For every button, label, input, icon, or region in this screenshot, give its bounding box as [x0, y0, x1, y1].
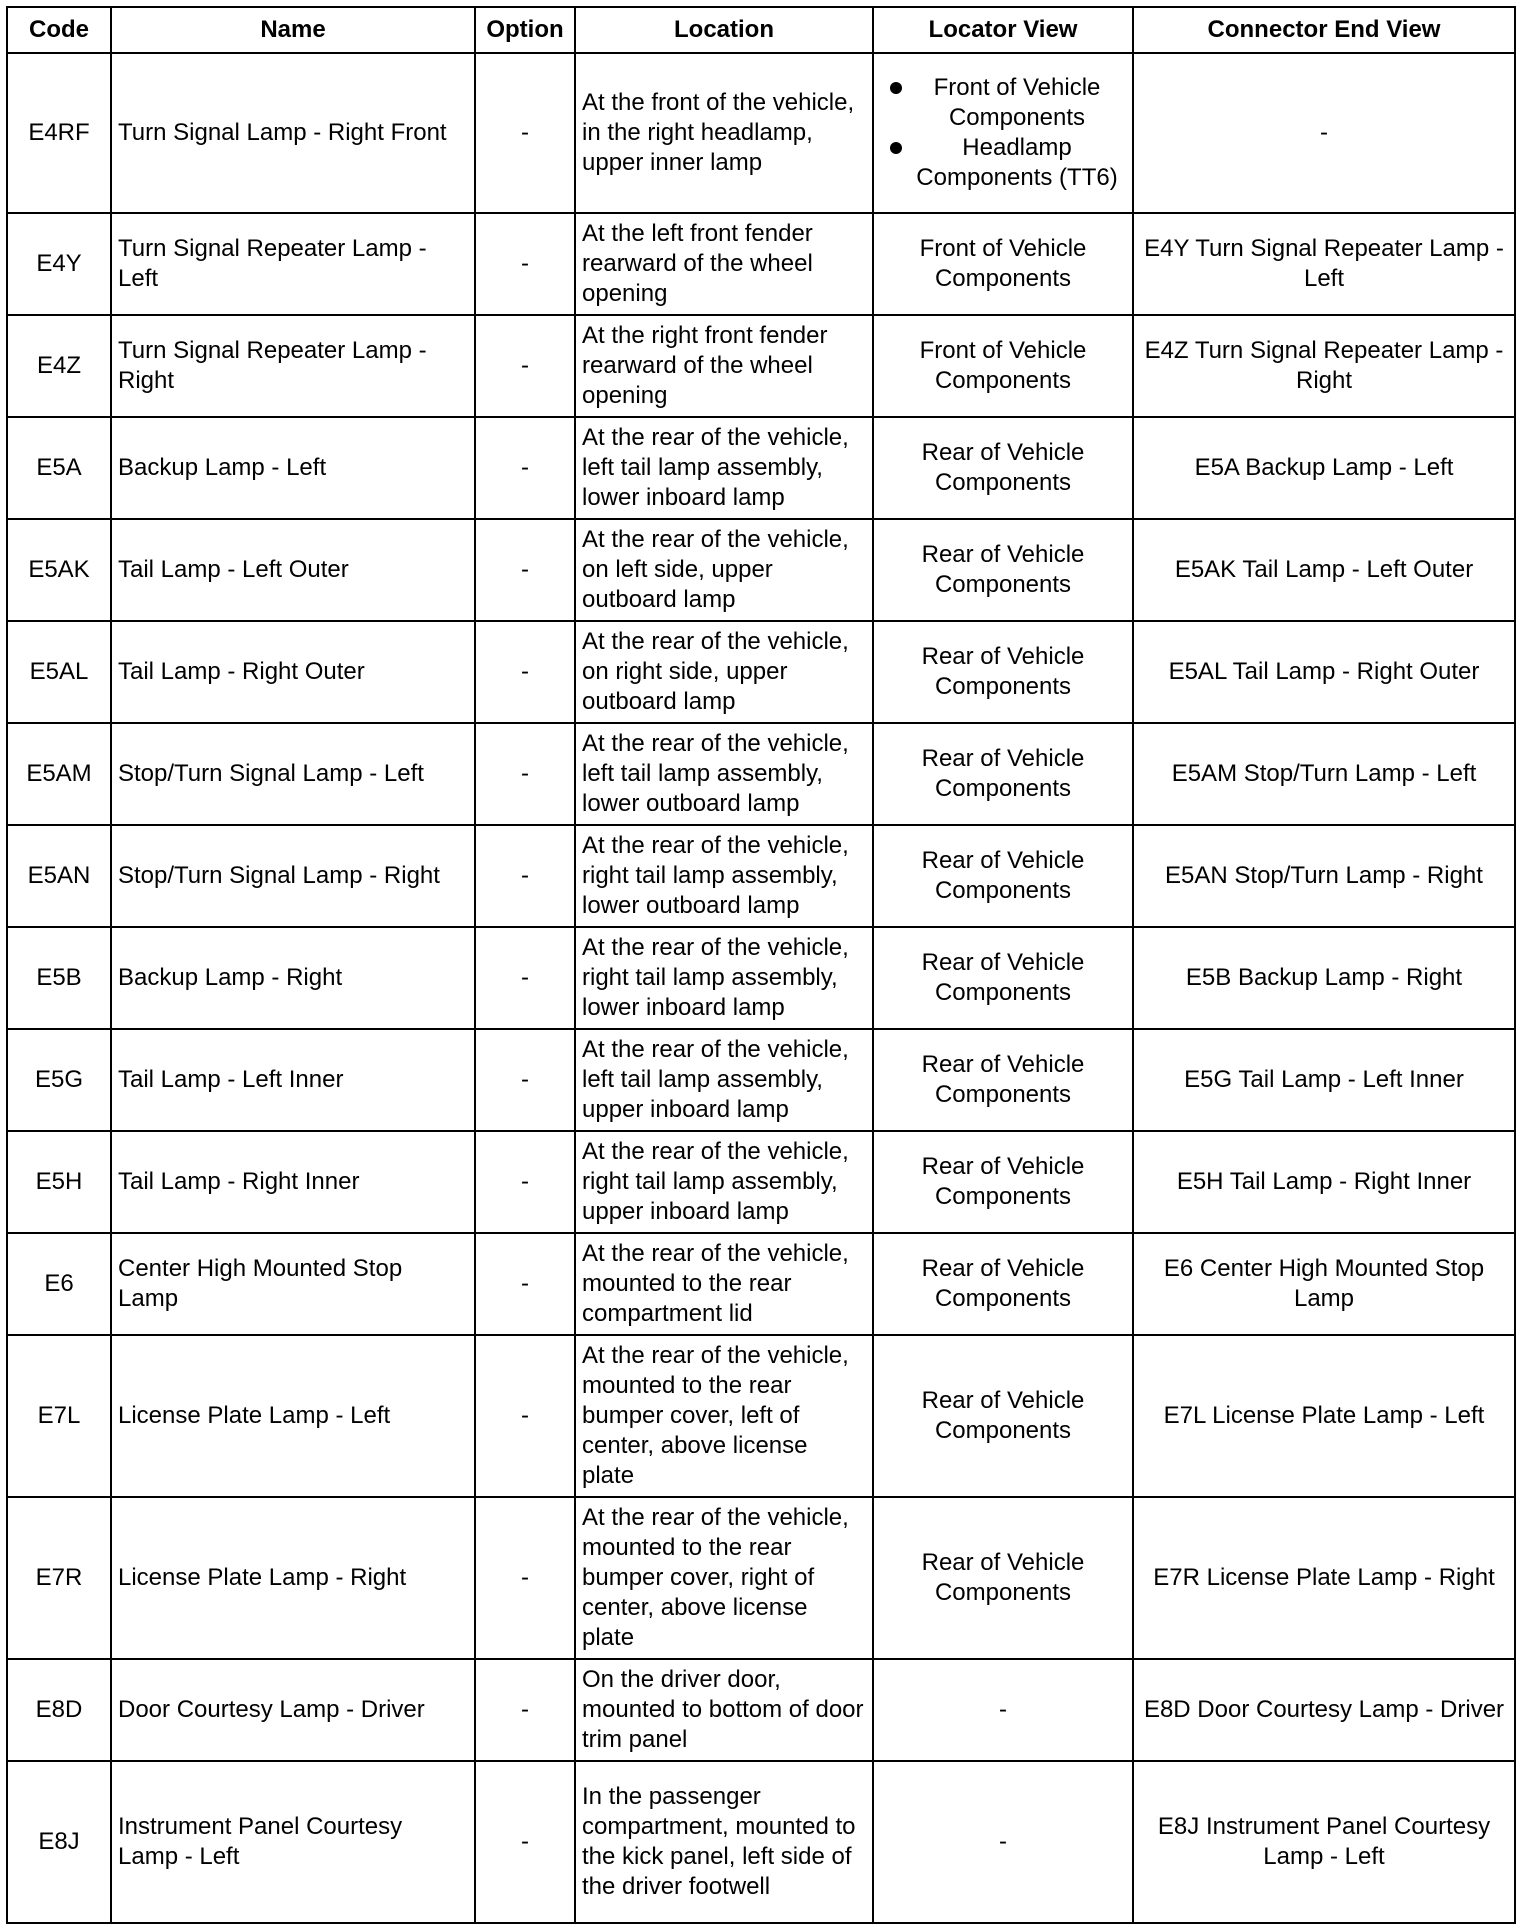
cell-location: At the right front fender rearward of the wheel opening	[575, 315, 873, 417]
cell-location: At the rear of the vehicle, on left side, upper outboard lamp	[575, 519, 873, 621]
table-row	[7, 1659, 1515, 1761]
cell-name: Turn Signal Repeater Lamp - Left	[111, 213, 475, 315]
cell-locator-view: Rear of Vehicle Components	[873, 825, 1133, 927]
cell-locator-view: Front of Vehicle Components	[873, 213, 1133, 315]
bullet-icon	[890, 142, 902, 154]
cell-location: In the passenger compartment, mounted to the kick panel, left side of the driver footwell	[575, 1761, 873, 1923]
cell-locator-view: Rear of Vehicle Components	[873, 621, 1133, 723]
cell-code: E5A	[7, 417, 111, 519]
cell-connector-end-view: E5A Backup Lamp - Left	[1133, 417, 1515, 519]
cell-location: At the rear of the vehicle, mounted to the rear bumper cover, right of center, above license plate	[575, 1497, 873, 1659]
cell-locator-view: Rear of Vehicle Components	[873, 1029, 1133, 1131]
cell-connector-end-view: E6 Center High Mounted Stop Lamp	[1133, 1233, 1515, 1335]
component-locator-table	[6, 6, 1516, 1924]
header-code: Code	[7, 7, 111, 53]
cell-name: License Plate Lamp - Left	[111, 1335, 475, 1497]
cell-name: Backup Lamp - Right	[111, 927, 475, 1029]
cell-option: -	[475, 417, 575, 519]
cell-connector-end-view: E5AN Stop/Turn Lamp - Right	[1133, 825, 1515, 927]
header-row	[7, 7, 1515, 53]
cell-name: Backup Lamp - Left	[111, 417, 475, 519]
cell-name: Tail Lamp - Right Outer	[111, 621, 475, 723]
cell-name: Stop/Turn Signal Lamp - Right	[111, 825, 475, 927]
cell-code: E5AL	[7, 621, 111, 723]
cell-locator-view: Rear of Vehicle Components	[873, 519, 1133, 621]
cell-locator-view	[873, 53, 1133, 213]
locator-item-text: Front of Vehicle Components	[933, 74, 1101, 131]
cell-name: Turn Signal Lamp - Right Front	[111, 53, 475, 213]
locator-list-item	[880, 73, 1126, 133]
cell-connector-end-view: E5H Tail Lamp - Right Inner	[1133, 1131, 1515, 1233]
table-row	[7, 927, 1515, 1029]
cell-locator-view: Rear of Vehicle Components	[873, 417, 1133, 519]
cell-code: E5AN	[7, 825, 111, 927]
cell-option: -	[475, 315, 575, 417]
cell-connector-end-view: E5AL Tail Lamp - Right Outer	[1133, 621, 1515, 723]
cell-option: -	[475, 1335, 575, 1497]
table-row	[7, 825, 1515, 927]
header-location: Location	[575, 7, 873, 53]
cell-option: -	[475, 1659, 575, 1761]
cell-name: License Plate Lamp - Right	[111, 1497, 475, 1659]
cell-option: -	[475, 1761, 575, 1923]
cell-connector-end-view: E8J Instrument Panel Courtesy Lamp - Left	[1133, 1761, 1515, 1923]
cell-code: E8D	[7, 1659, 111, 1761]
locator-list	[880, 73, 1126, 193]
table-row	[7, 417, 1515, 519]
cell-location: At the rear of the vehicle, left tail lamp assembly, lower inboard lamp	[575, 417, 873, 519]
cell-option: -	[475, 621, 575, 723]
locator-list-item	[880, 133, 1126, 193]
cell-location: At the left front fender rearward of the wheel opening	[575, 213, 873, 315]
table-row	[7, 1761, 1515, 1923]
cell-locator-view: Rear of Vehicle Components	[873, 927, 1133, 1029]
cell-locator-view: Rear of Vehicle Components	[873, 1335, 1133, 1497]
cell-name: Tail Lamp - Left Inner	[111, 1029, 475, 1131]
cell-location: On the driver door, mounted to bottom of door trim panel	[575, 1659, 873, 1761]
locator-item-text: Headlamp Components (TT6)	[916, 134, 1118, 191]
cell-option: -	[475, 519, 575, 621]
cell-connector-end-view: -	[1133, 53, 1515, 213]
cell-code: E4Z	[7, 315, 111, 417]
header-connector-end-view: Connector End View	[1133, 7, 1515, 53]
cell-connector-end-view: E5AK Tail Lamp - Left Outer	[1133, 519, 1515, 621]
table-row	[7, 53, 1515, 213]
cell-location: At the rear of the vehicle, right tail lamp assembly, lower outboard lamp	[575, 825, 873, 927]
cell-option: -	[475, 213, 575, 315]
cell-option: -	[475, 1233, 575, 1335]
cell-locator-view: Rear of Vehicle Components	[873, 1131, 1133, 1233]
cell-location: At the rear of the vehicle, mounted to the rear bumper cover, left of center, above license plate	[575, 1335, 873, 1497]
cell-name: Tail Lamp - Right Inner	[111, 1131, 475, 1233]
table-row	[7, 1131, 1515, 1233]
cell-code: E5AM	[7, 723, 111, 825]
cell-name: Stop/Turn Signal Lamp - Left	[111, 723, 475, 825]
cell-connector-end-view: E5AM Stop/Turn Lamp - Left	[1133, 723, 1515, 825]
cell-option: -	[475, 723, 575, 825]
cell-code: E5H	[7, 1131, 111, 1233]
cell-locator-view: -	[873, 1761, 1133, 1923]
table-row	[7, 1233, 1515, 1335]
cell-code: E8J	[7, 1761, 111, 1923]
cell-option: -	[475, 927, 575, 1029]
cell-name: Door Courtesy Lamp - Driver	[111, 1659, 475, 1761]
header-name: Name	[111, 7, 475, 53]
cell-connector-end-view: E7L License Plate Lamp - Left	[1133, 1335, 1515, 1497]
table-row	[7, 519, 1515, 621]
cell-code: E5G	[7, 1029, 111, 1131]
cell-location: At the rear of the vehicle, right tail lamp assembly, lower inboard lamp	[575, 927, 873, 1029]
table-row	[7, 315, 1515, 417]
cell-location: At the front of the vehicle, in the right headlamp, upper inner lamp	[575, 53, 873, 213]
cell-name: Tail Lamp - Left Outer	[111, 519, 475, 621]
table-row	[7, 1029, 1515, 1131]
cell-location: At the rear of the vehicle, right tail lamp assembly, upper inboard lamp	[575, 1131, 873, 1233]
table-row	[7, 213, 1515, 315]
cell-connector-end-view: E4Y Turn Signal Repeater Lamp - Left	[1133, 213, 1515, 315]
table-row	[7, 621, 1515, 723]
cell-name: Instrument Panel Courtesy Lamp - Left	[111, 1761, 475, 1923]
bullet-icon	[890, 82, 902, 94]
cell-locator-view: Rear of Vehicle Components	[873, 1233, 1133, 1335]
header-option: Option	[475, 7, 575, 53]
cell-code: E5AK	[7, 519, 111, 621]
cell-locator-view: Rear of Vehicle Components	[873, 1497, 1133, 1659]
cell-option: -	[475, 53, 575, 213]
cell-option: -	[475, 1029, 575, 1131]
cell-connector-end-view: E5B Backup Lamp - Right	[1133, 927, 1515, 1029]
cell-name: Center High Mounted Stop Lamp	[111, 1233, 475, 1335]
cell-option: -	[475, 1131, 575, 1233]
cell-name: Turn Signal Repeater Lamp - Right	[111, 315, 475, 417]
cell-connector-end-view: E4Z Turn Signal Repeater Lamp - Right	[1133, 315, 1515, 417]
cell-location: At the rear of the vehicle, on right side, upper outboard lamp	[575, 621, 873, 723]
cell-connector-end-view: E7R License Plate Lamp - Right	[1133, 1497, 1515, 1659]
cell-option: -	[475, 825, 575, 927]
cell-connector-end-view: E8D Door Courtesy Lamp - Driver	[1133, 1659, 1515, 1761]
table-row	[7, 1335, 1515, 1497]
table-row	[7, 1497, 1515, 1659]
cell-code: E7R	[7, 1497, 111, 1659]
cell-code: E6	[7, 1233, 111, 1335]
cell-connector-end-view: E5G Tail Lamp - Left Inner	[1133, 1029, 1515, 1131]
cell-code: E4Y	[7, 213, 111, 315]
cell-location: At the rear of the vehicle, left tail lamp assembly, lower outboard lamp	[575, 723, 873, 825]
cell-locator-view: Rear of Vehicle Components	[873, 723, 1133, 825]
cell-code: E5B	[7, 927, 111, 1029]
cell-locator-view: Front of Vehicle Components	[873, 315, 1133, 417]
cell-location: At the rear of the vehicle, mounted to the rear compartment lid	[575, 1233, 873, 1335]
cell-code: E4RF	[7, 53, 111, 213]
header-locator-view: Locator View	[873, 7, 1133, 53]
cell-code: E7L	[7, 1335, 111, 1497]
cell-location: At the rear of the vehicle, left tail lamp assembly, upper inboard lamp	[575, 1029, 873, 1131]
cell-locator-view: -	[873, 1659, 1133, 1761]
cell-option: -	[475, 1497, 575, 1659]
table-row	[7, 723, 1515, 825]
